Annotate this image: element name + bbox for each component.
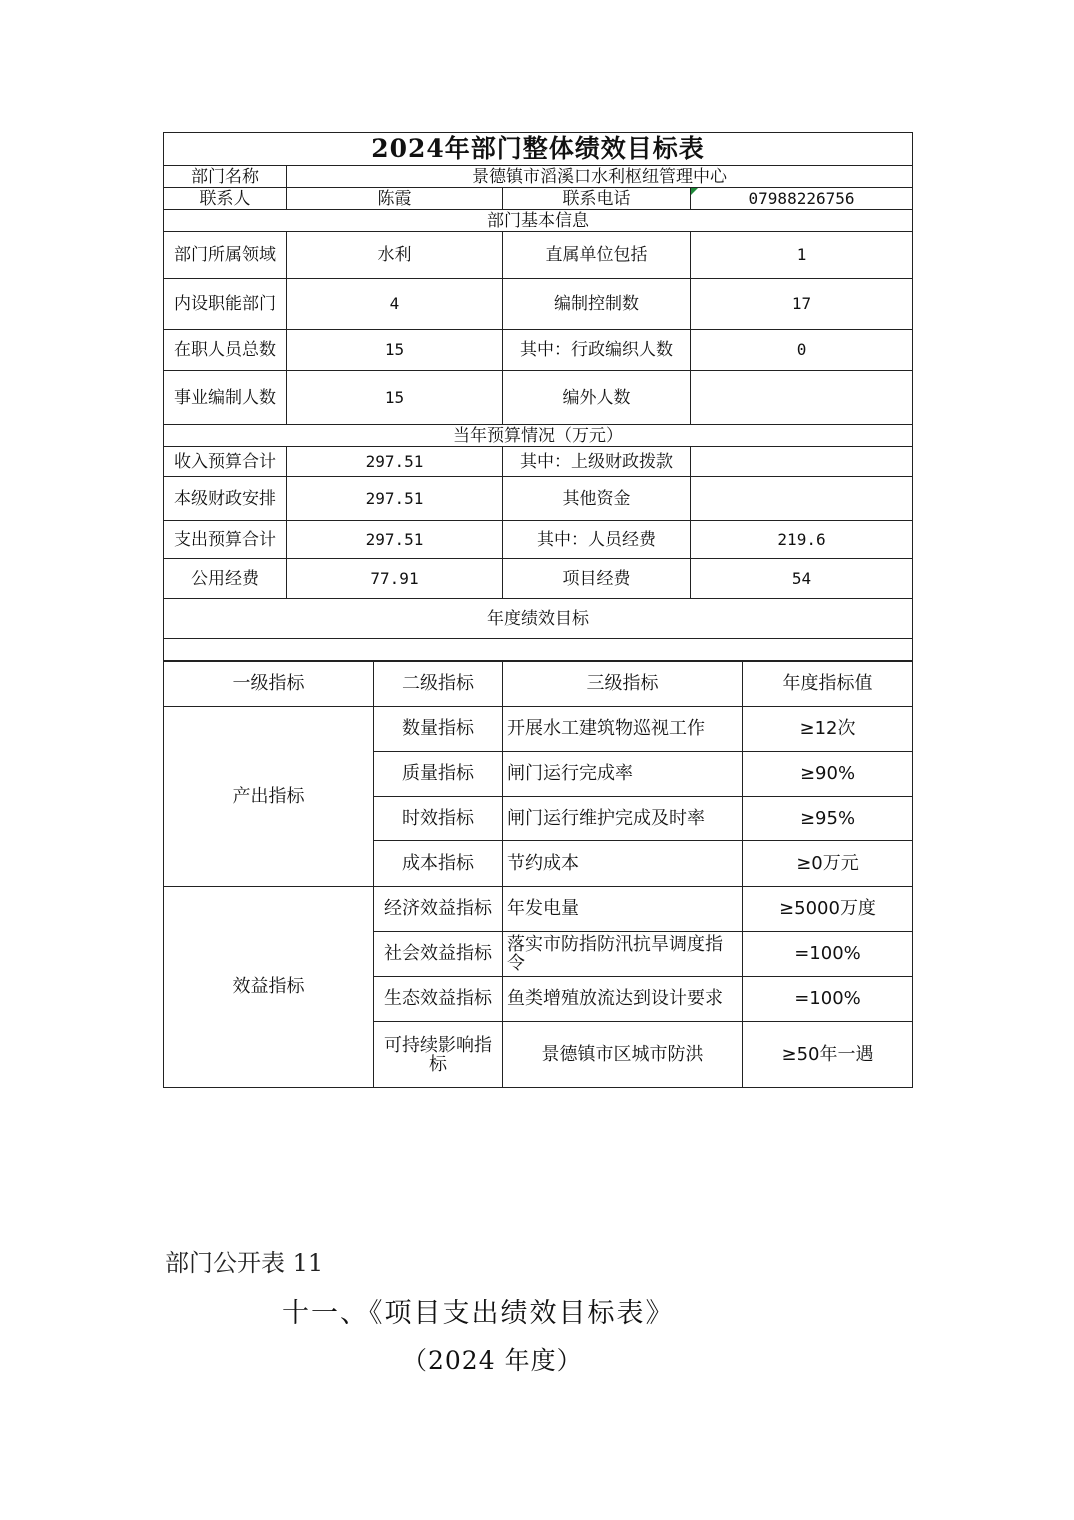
- level3-cell: 鱼类增殖放流达到设计要求: [503, 977, 743, 1022]
- level3-cell: 开展水工建筑物巡视工作: [503, 707, 743, 752]
- public-value: 77.91: [287, 559, 503, 599]
- benefit-indicator-label: 效益指标: [164, 887, 374, 1088]
- target-value-cell: ≥0万元: [743, 841, 913, 887]
- target-value-cell: =100%: [743, 932, 913, 977]
- expense-value: 297.51: [287, 521, 503, 559]
- quota-value: 17: [691, 279, 913, 330]
- income-value: 297.51: [287, 447, 503, 477]
- level3-cell: 年发电量: [503, 887, 743, 932]
- field-label: 部门所属领域: [164, 232, 287, 279]
- comment-marker-icon: [691, 188, 698, 195]
- output-indicator-label: 产出指标: [164, 707, 374, 887]
- upper-label: 其中：上级财政拨款: [503, 447, 691, 477]
- column-header: 三级指标: [503, 662, 743, 707]
- units-label: 直属单位包括: [503, 232, 691, 279]
- goals-header: 年度绩效目标: [164, 599, 913, 639]
- other-value: [691, 477, 913, 521]
- career-value: 15: [287, 371, 503, 425]
- phone-number: 07988226756: [748, 188, 855, 208]
- project-value: 54: [691, 559, 913, 599]
- target-value-cell: ≥5000万度: [743, 887, 913, 932]
- level3-cell: 闸门运行维护完成及时率: [503, 797, 743, 841]
- target-value-cell: ≥50年一遇: [743, 1022, 913, 1088]
- column-header: 二级指标: [374, 662, 503, 707]
- personnel-label: 其中：人员经费: [503, 521, 691, 559]
- internal-label: 内设职能部门: [164, 279, 287, 330]
- table-title: 2024年部门整体绩效目标表: [164, 133, 913, 166]
- level3-cell: 景德镇市区城市防洪: [503, 1022, 743, 1088]
- expense-label: 支出预算合计: [164, 521, 287, 559]
- extra-value: [691, 371, 913, 425]
- phone-label: 联系电话: [503, 188, 691, 210]
- level2-cell: 成本指标: [374, 841, 503, 887]
- level3-cell: 节约成本: [503, 841, 743, 887]
- staff-label: 在职人员总数: [164, 330, 287, 371]
- level2-cell: 经济效益指标: [374, 887, 503, 932]
- indicator-table: [163, 661, 913, 1088]
- level2-cell: 生态效益指标: [374, 977, 503, 1022]
- local-value: 297.51: [287, 477, 503, 521]
- section-year: （2024 年度）: [402, 1346, 583, 1375]
- project-label: 项目经费: [503, 559, 691, 599]
- contact-value: 陈霞: [287, 188, 503, 210]
- career-label: 事业编制人数: [164, 371, 287, 425]
- target-value-cell: ≥90%: [743, 752, 913, 797]
- column-header: 年度指标值: [743, 662, 913, 707]
- target-value-cell: ≥95%: [743, 797, 913, 841]
- level3-cell: 闸门运行完成率: [503, 752, 743, 797]
- level3-cell: 落实市防指防汛抗旱调度指令: [503, 932, 743, 977]
- upper-value: [691, 447, 913, 477]
- internal-value: 4: [287, 279, 503, 330]
- local-label: 本级财政安排: [164, 477, 287, 521]
- dept-name-label: 部门名称: [164, 166, 287, 188]
- staff-value: 15: [287, 330, 503, 371]
- income-label: 收入预算合计: [164, 447, 287, 477]
- blank-row: [164, 639, 913, 661]
- column-header: 一级指标: [164, 662, 374, 707]
- level2-cell: 质量指标: [374, 752, 503, 797]
- target-value-cell: ≥12次: [743, 707, 913, 752]
- extra-label: 编外人数: [503, 371, 691, 425]
- level2-cell: 可持续影响指标: [374, 1022, 503, 1088]
- level2-cell: 数量指标: [374, 707, 503, 752]
- table-number-label: 部门公开表 11: [165, 1249, 324, 1277]
- personnel-value: 219.6: [691, 521, 913, 559]
- phone-value: [691, 188, 913, 210]
- contact-label: 联系人: [164, 188, 287, 210]
- field-value: 水利: [287, 232, 503, 279]
- admin-value: 0: [691, 330, 913, 371]
- level2-cell: 时效指标: [374, 797, 503, 841]
- admin-label: 其中：行政编织人数: [503, 330, 691, 371]
- section-title: 十一、《项目支出绩效目标表》: [282, 1298, 675, 1329]
- budget-header: 当年预算情况（万元）: [164, 425, 913, 447]
- dept-performance-table: [163, 132, 913, 661]
- target-value-cell: =100%: [743, 977, 913, 1022]
- other-label: 其他资金: [503, 477, 691, 521]
- level2-cell: 社会效益指标: [374, 932, 503, 977]
- dept-name-value: 景德镇市滔溪口水利枢纽管理中心: [287, 166, 913, 188]
- basic-info-header: 部门基本信息: [164, 210, 913, 232]
- quota-label: 编制控制数: [503, 279, 691, 330]
- public-label: 公用经费: [164, 559, 287, 599]
- units-value: 1: [691, 232, 913, 279]
